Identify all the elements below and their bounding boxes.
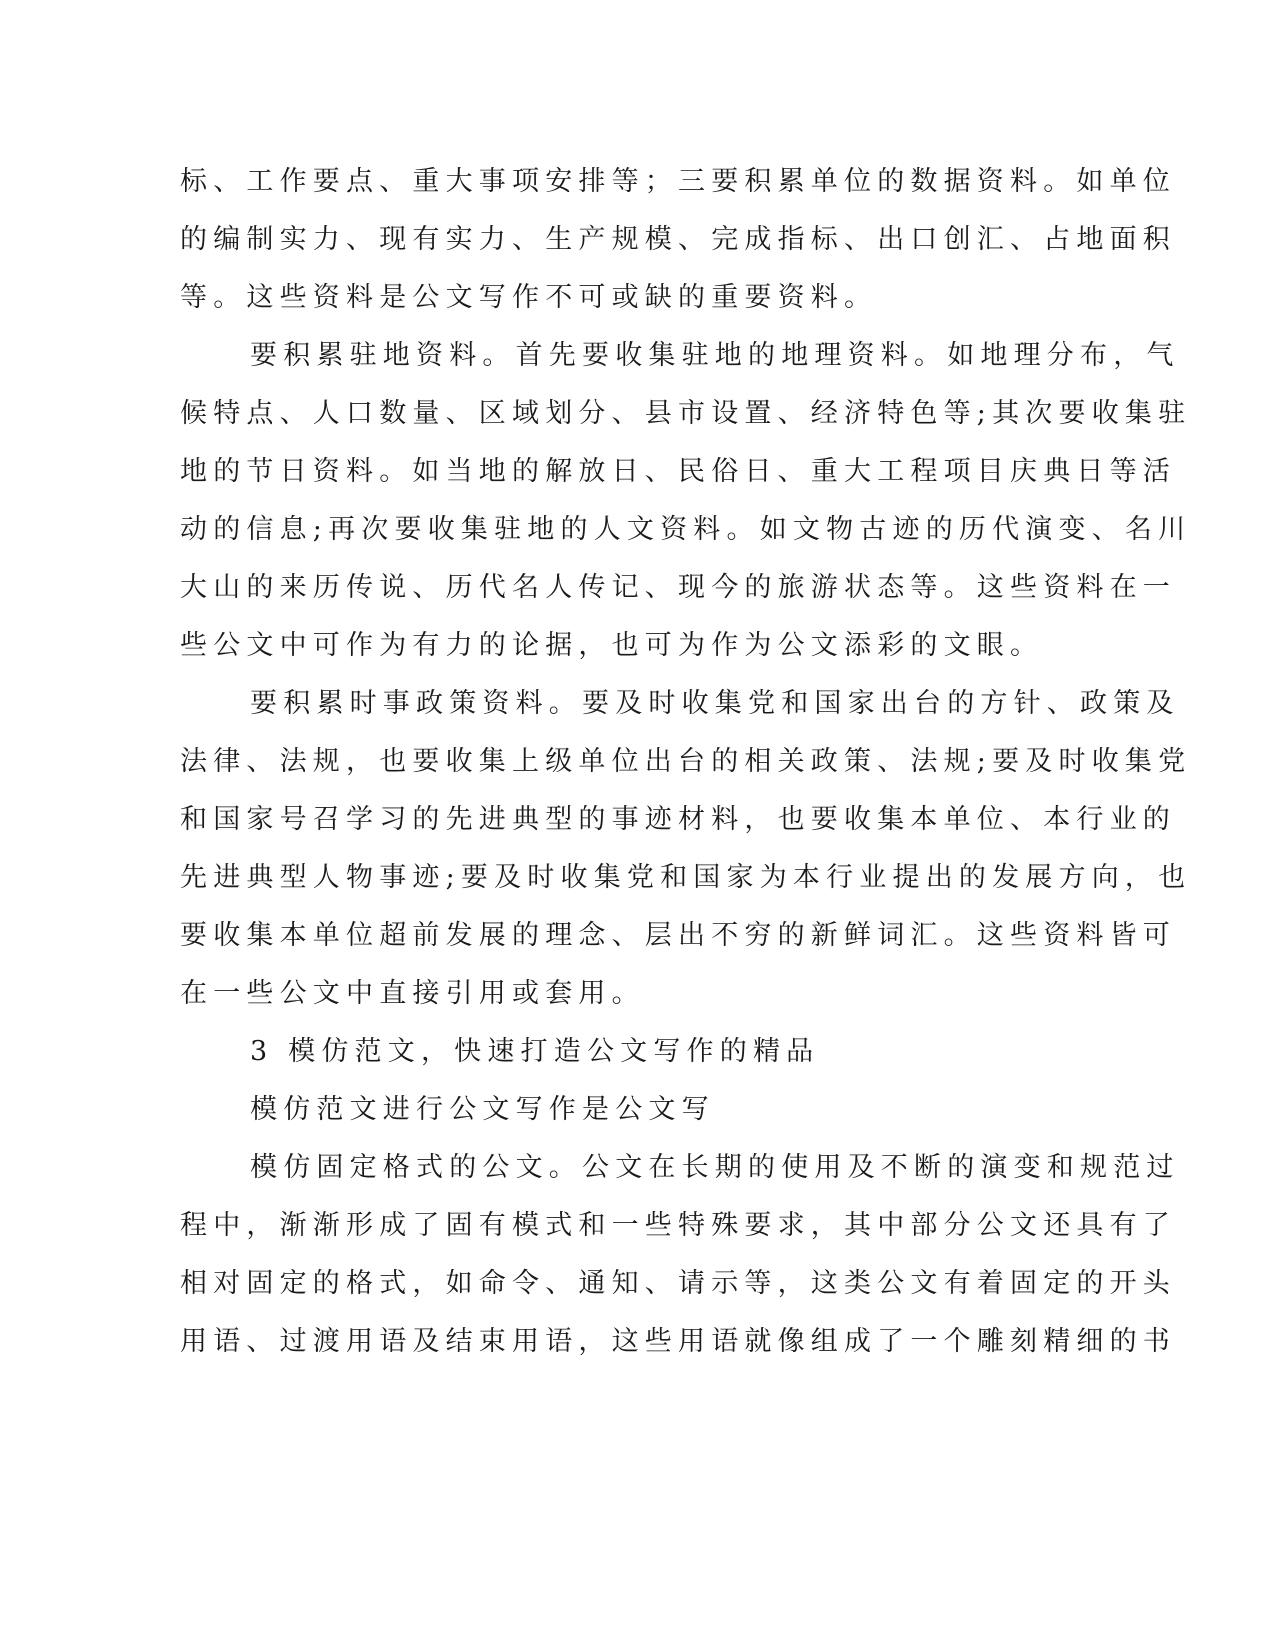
- text-line: 先进典型人物事迹;要及时收集党和国家为本行业提出的发展方向，也: [180, 862, 1192, 893]
- text-line: 要收集本单位超前发展的理念、层出不穷的新鲜词汇。这些资料皆可: [180, 920, 1176, 951]
- text-line: 等。这些资料是公文写作不可或缺的重要资料。: [180, 282, 878, 313]
- text-line: 动的信息;再次要收集驻地的人文资料。如文物古迹的历代演变、名川: [180, 514, 1192, 545]
- text-line: 候特点、人口数量、区域划分、县市设置、经济特色等;其次要收集驻: [180, 398, 1192, 429]
- text-line: 些公文中可作为有力的论据，也可为作为公文添彩的文眼。: [180, 630, 1044, 661]
- paragraph-start-line: 要积累时事政策资料。要及时收集党和国家出台的方针、政策及: [250, 688, 1180, 719]
- section-heading: 3 模仿范文，快速打造公文写作的精品: [250, 1036, 820, 1067]
- text-line: 的编制实力、现有实力、生产规模、完成指标、出口创汇、占地面积: [180, 224, 1176, 255]
- paragraph-start-line: 要积累驻地资料。首先要收集驻地的地理资料。如地理分布，气: [250, 340, 1180, 371]
- text-line: 相对固定的格式，如命令、通知、请示等，这类公文有着固定的开头: [180, 1268, 1176, 1299]
- text-line: 用语、过渡用语及结束用语，这些用语就像组成了一个雕刻精细的书: [180, 1326, 1176, 1357]
- paragraph-start-line: 模仿范文进行公文写作是公文写: [250, 1094, 715, 1125]
- paragraph-start-line: 模仿固定格式的公文。公文在长期的使用及不断的演变和规范过: [250, 1152, 1180, 1183]
- text-line: 法律、法规，也要收集上级单位出台的相关政策、法规;要及时收集党: [180, 746, 1192, 777]
- text-line: 程中，渐渐形成了固有模式和一些特殊要求，其中部分公文还具有了: [180, 1210, 1176, 1241]
- text-line: 和国家号召学习的先进典型的事迹材料，也要收集本单位、本行业的: [180, 804, 1176, 835]
- text-line: 在一些公文中直接引用或套用。: [180, 978, 645, 1009]
- text-line: 地的节日资料。如当地的解放日、民俗日、重大工程项目庆典日等活: [180, 456, 1176, 487]
- text-line: 大山的来历传说、历代名人传记、现今的旅游状态等。这些资料在一: [180, 572, 1176, 603]
- text-line: 标、工作要点、重大事项安排等；三要积累单位的数据资料。如单位: [180, 166, 1176, 197]
